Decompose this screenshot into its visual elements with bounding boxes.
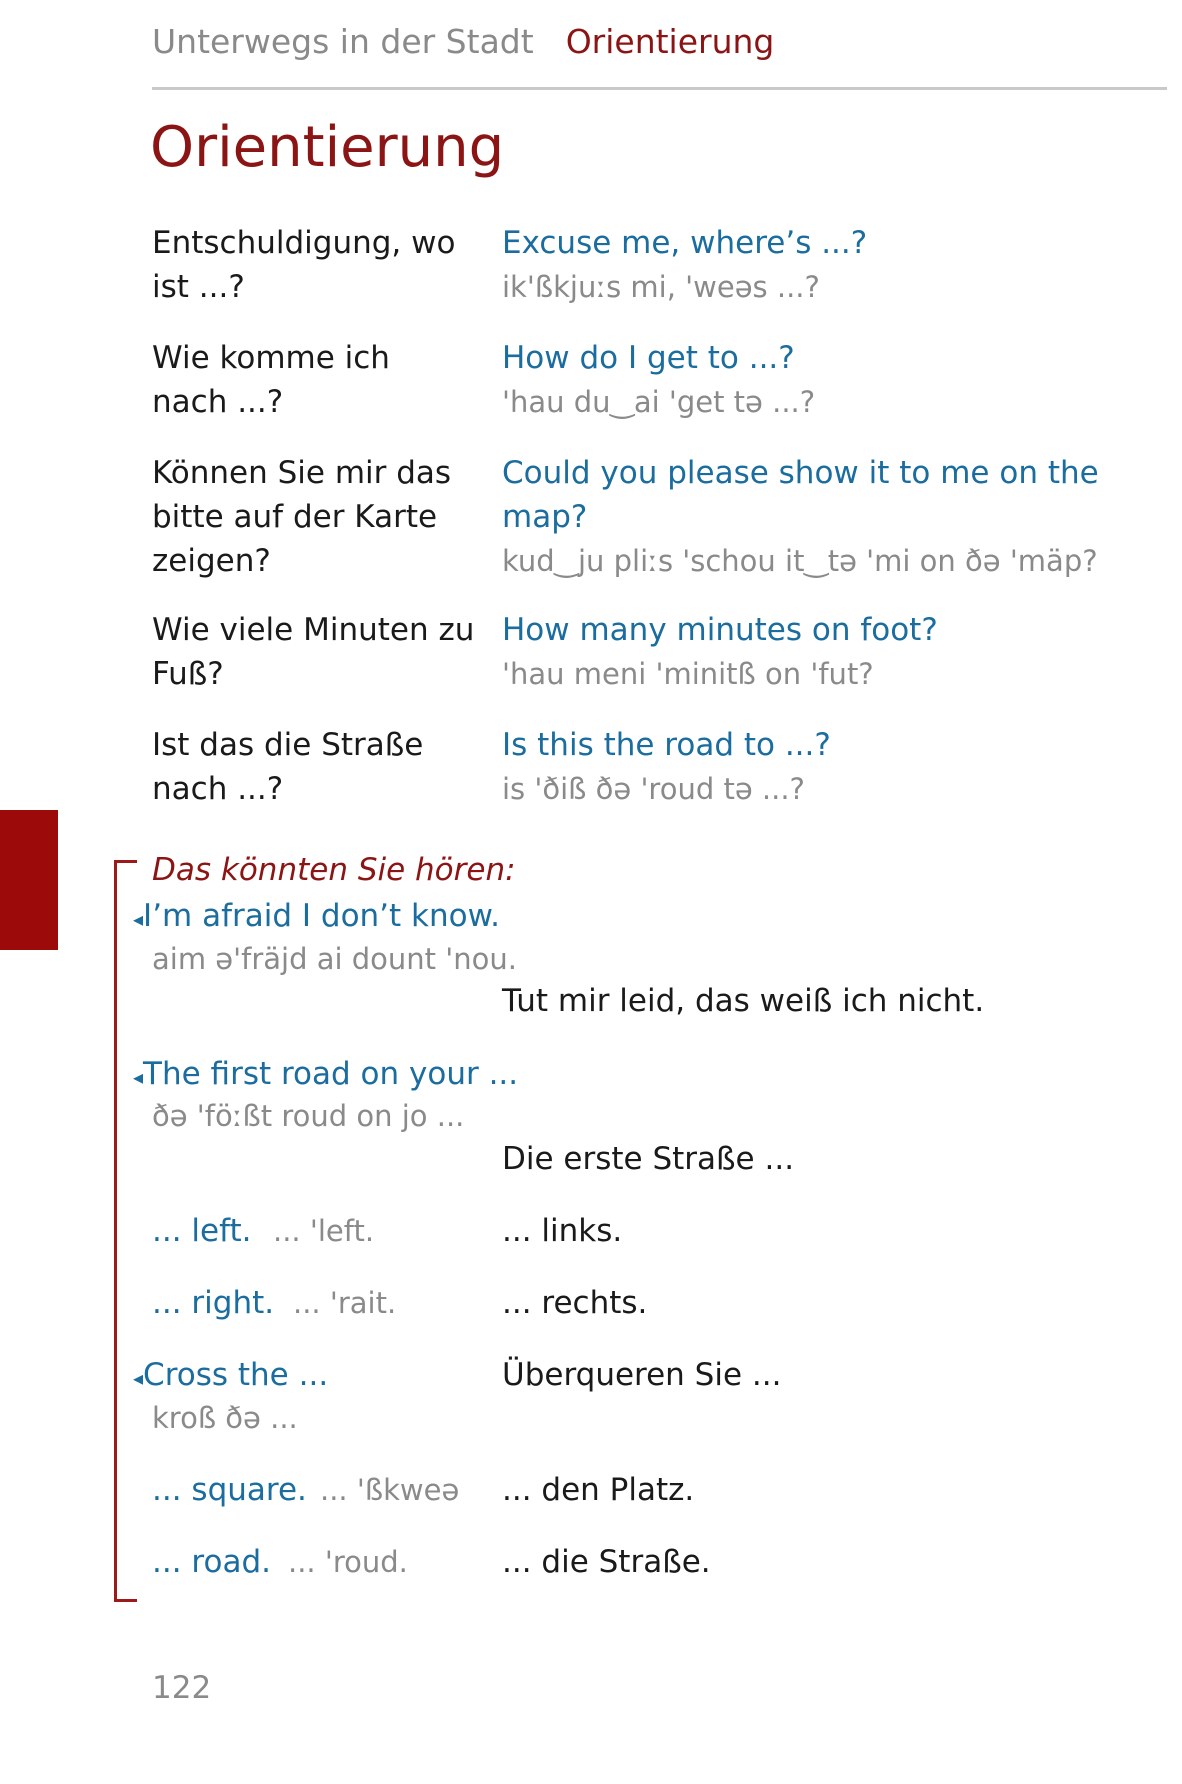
header-section: Unterwegs in der Stadt: [152, 22, 534, 61]
hear-ph-right: ... 'rait.: [293, 1286, 397, 1320]
hear-de-square: ... den Platz.: [502, 1472, 695, 1508]
hear-en-cross: ◂Cross the ...: [133, 1357, 329, 1393]
phrase-en-2: How do I get to ...? 'hau du‿ai 'get tə ...?: [502, 336, 815, 424]
hear-ph-afraid: aim ə'fräjd ai dount 'nou.: [152, 942, 517, 976]
hear-de-right: ... rechts.: [502, 1285, 648, 1321]
phonetic: kud‿ju pliːs 'schou it‿tə 'mi on ðə 'mäp?: [502, 544, 1098, 578]
hear-de-first-road: Die erste Straße ...: [502, 1141, 795, 1177]
hear-en-afraid: ◂I’m afraid I don’t know.: [133, 898, 500, 934]
speaker-marker-icon: ◂: [133, 1065, 144, 1089]
hear-ph-first-road: ðə 'föːßt roud on jo ...: [152, 1099, 465, 1133]
phrase-de-4: Wie viele Minuten zu Fuß?: [152, 612, 475, 692]
phrase-de-2: Wie komme ich nach ...?: [152, 340, 390, 420]
hear-heading: Das könnten Sie hören:: [152, 852, 516, 888]
phonetic: is 'ðiß ðə 'roud tə ...?: [502, 772, 805, 806]
phonetic: 'hau meni 'minitß on 'fut?: [502, 657, 874, 691]
hear-en-left: ... left.: [152, 1213, 252, 1249]
hear-de-left: ... links.: [502, 1213, 623, 1249]
phrase-en-1: Excuse me, where’s ...? ik'ßkjuːs mi, 'weəs ...?: [502, 221, 867, 309]
running-header: [152, 22, 774, 61]
chapter-tab: [0, 810, 58, 950]
phonetic: ik'ßkjuːs mi, 'weəs ...?: [502, 270, 820, 304]
phrase-en-3: Could you please show it to me on the map? kud‿ju pliːs 'schou it‿tə 'mi on ðə 'mäp?: [502, 451, 1099, 583]
hear-en-road: ... road.: [152, 1544, 271, 1580]
phonetic: 'hau du‿ai 'get tə ...?: [502, 385, 816, 419]
hear-en-square: ... square.: [152, 1472, 307, 1508]
page-title: Orientierung: [150, 115, 505, 180]
page-number: 122: [152, 1670, 212, 1706]
hear-de-afraid: Tut mir leid, das weiß ich nicht.: [502, 983, 985, 1019]
hear-en-first-road: ◂The first road on your ...: [133, 1056, 519, 1092]
hear-de-cross: Überqueren Sie ...: [502, 1357, 782, 1393]
hear-ph-road: ... 'roud.: [288, 1545, 408, 1579]
hear-en-right: ... right.: [152, 1285, 275, 1321]
speaker-marker-icon: ◂: [133, 1366, 144, 1390]
phrase-de-5: Ist das die Straße nach ...?: [152, 727, 424, 807]
phrase-en-5: Is this the road to ...? is 'ðiß ðə 'roud tə ...?: [502, 723, 831, 811]
header-rule: [152, 87, 1167, 90]
hear-ph-cross: kroß ðə ...: [152, 1401, 298, 1435]
phrase-de-3: Können Sie mir das bitte auf der Karte zeigen?: [152, 455, 452, 579]
hear-ph-square: ... 'ßkweə: [320, 1473, 460, 1507]
hear-ph-left: ... 'left.: [273, 1214, 375, 1248]
hear-de-road: ... die Straße.: [502, 1544, 711, 1580]
speaker-marker-icon: ◂: [133, 907, 144, 931]
header-current: Orientierung: [565, 22, 775, 61]
hear-bracket: [114, 860, 137, 1602]
phrase-de-1: Entschuldigung, wo ist ...?: [152, 225, 456, 305]
phrase-en-4: How many minutes on foot? 'hau meni 'minitß on 'fut?: [502, 608, 938, 696]
